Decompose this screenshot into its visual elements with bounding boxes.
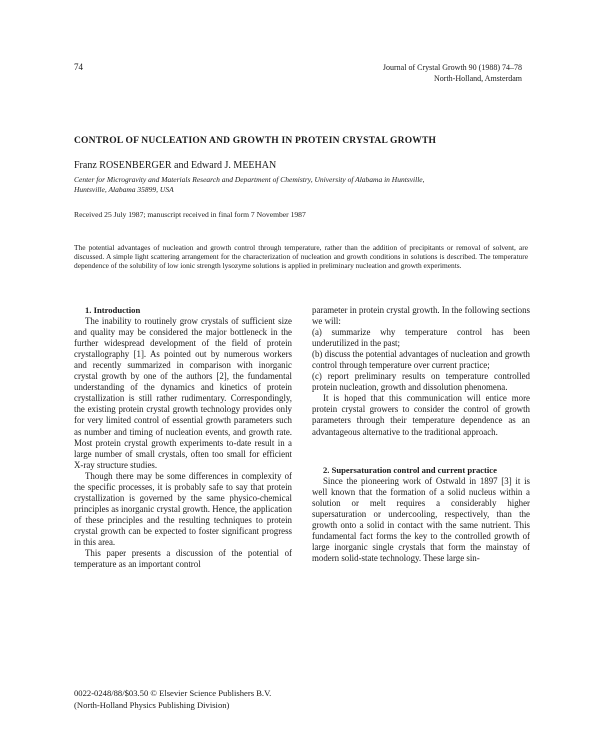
abstract: The potential advantages of nucleation and growth control through temperature, rather than the addition of precipitants or removal of solvent, are discussed. A simple light scattering arrangement for the characterization of nucleation and growth conditions in solutions is described. The temperature dependence of the solubility of low ionic strength lysozyme solutions is applied in preliminary nucleation and growth experiments. bbox=[74, 243, 528, 271]
left-column bbox=[74, 305, 292, 570]
affiliation-line: Huntsville, Alabama 35899, USA bbox=[74, 185, 174, 194]
list-item: (c) report preliminary results on temperature controlled protein nucleation, growth and dissolution phenomena. bbox=[312, 371, 530, 393]
article-title: CONTROL OF NUCLEATION AND GROWTH IN PROTEIN CRYSTAL GROWTH bbox=[74, 136, 437, 146]
publisher-division-line: (North-Holland Physics Publishing Division) bbox=[74, 699, 230, 710]
copyright-line: 0022-0248/88/$03.50 © Elsevier Science Publishers B.V. bbox=[74, 688, 272, 698]
copyright-footer bbox=[74, 688, 374, 711]
section-heading-introduction: 1. Introduction bbox=[85, 305, 141, 315]
paragraph: Though there may be some differences in complexity of the specific processes, it is probably safe to say that protein crystallization is governed by the same physico-chemical principles as inorganic crystal growth. Hence, the application of these principles and the resulting techniques to protein crystal growth can be expected to foster significant progress in this area. bbox=[74, 470, 292, 547]
list-item: (b) discuss the potential advantages of nucleation and growth control through temperature over current practice; bbox=[312, 349, 530, 371]
author-affiliation bbox=[74, 175, 544, 195]
page-number: 74 bbox=[74, 62, 83, 72]
right-column bbox=[312, 305, 530, 564]
journal-line: Journal of Crystal Growth 90 (1988) 74–78 bbox=[382, 63, 522, 72]
paragraph: parameter in protein crystal growth. In the following sections we will: bbox=[312, 305, 530, 327]
article-authors: Franz ROSENBERGER and Edward J. MEEHAN bbox=[74, 160, 277, 171]
affiliation-line: Center for Microgravity and Materials Research and Department of Chemistry, University of Alabama in Huntsville, bbox=[74, 175, 425, 184]
paragraph: This paper presents a discussion of the potential of temperature as an important control bbox=[74, 548, 292, 570]
section-heading-supersaturation: 2. Supersaturation control and current practice bbox=[323, 464, 497, 475]
journal-citation bbox=[262, 62, 522, 84]
paragraph: It is hoped that this communication will entice more protein crystal growers to consider the control of growth parameters through their temperature dependence as an advantageous alternative to the traditional approach. bbox=[312, 393, 530, 437]
received-dates: Received 25 July 1987; manuscript received in final form 7 November 1987 bbox=[74, 210, 306, 219]
paragraph: The inability to routinely grow crystals of sufficient size and quality may be considered the major bottleneck in the further widespread development of the field of protein crystallography [1]. As pointed out by numerous workers and recently summarized in comparison with inorganic crystal growth by one of the authors [2], the fundamental understanding of the dynamics and kinetics of protein crystallization is still rather rudimentary. Correspondingly, the existing protein crystal growth technology provides only for very limited control of essential growth parameters such as number and timing of nucleation events, and growth rate. Most protein crystal growth experiments to-date result in a large number of small crystals, often too small for efficient X-ray structure studies. bbox=[74, 316, 292, 470]
publisher-line: North-Holland, Amsterdam bbox=[434, 74, 522, 83]
list-item: (a) summarize why temperature control has been underutilized in the past; bbox=[312, 327, 530, 349]
paragraph: Since the pioneering work of Ostwald in 1897 [3] it is well known that the formation of a solid nucleus within a solution or melt requires a considerably higher supersaturation or undercooling, respectively, than the growth onto a solid in contact with the same nutrient. This fundamental fact forms the key to the controlled growth of large inorganic single crystals that form the mainstay of modern solid-state technology. These large sin- bbox=[312, 475, 530, 563]
